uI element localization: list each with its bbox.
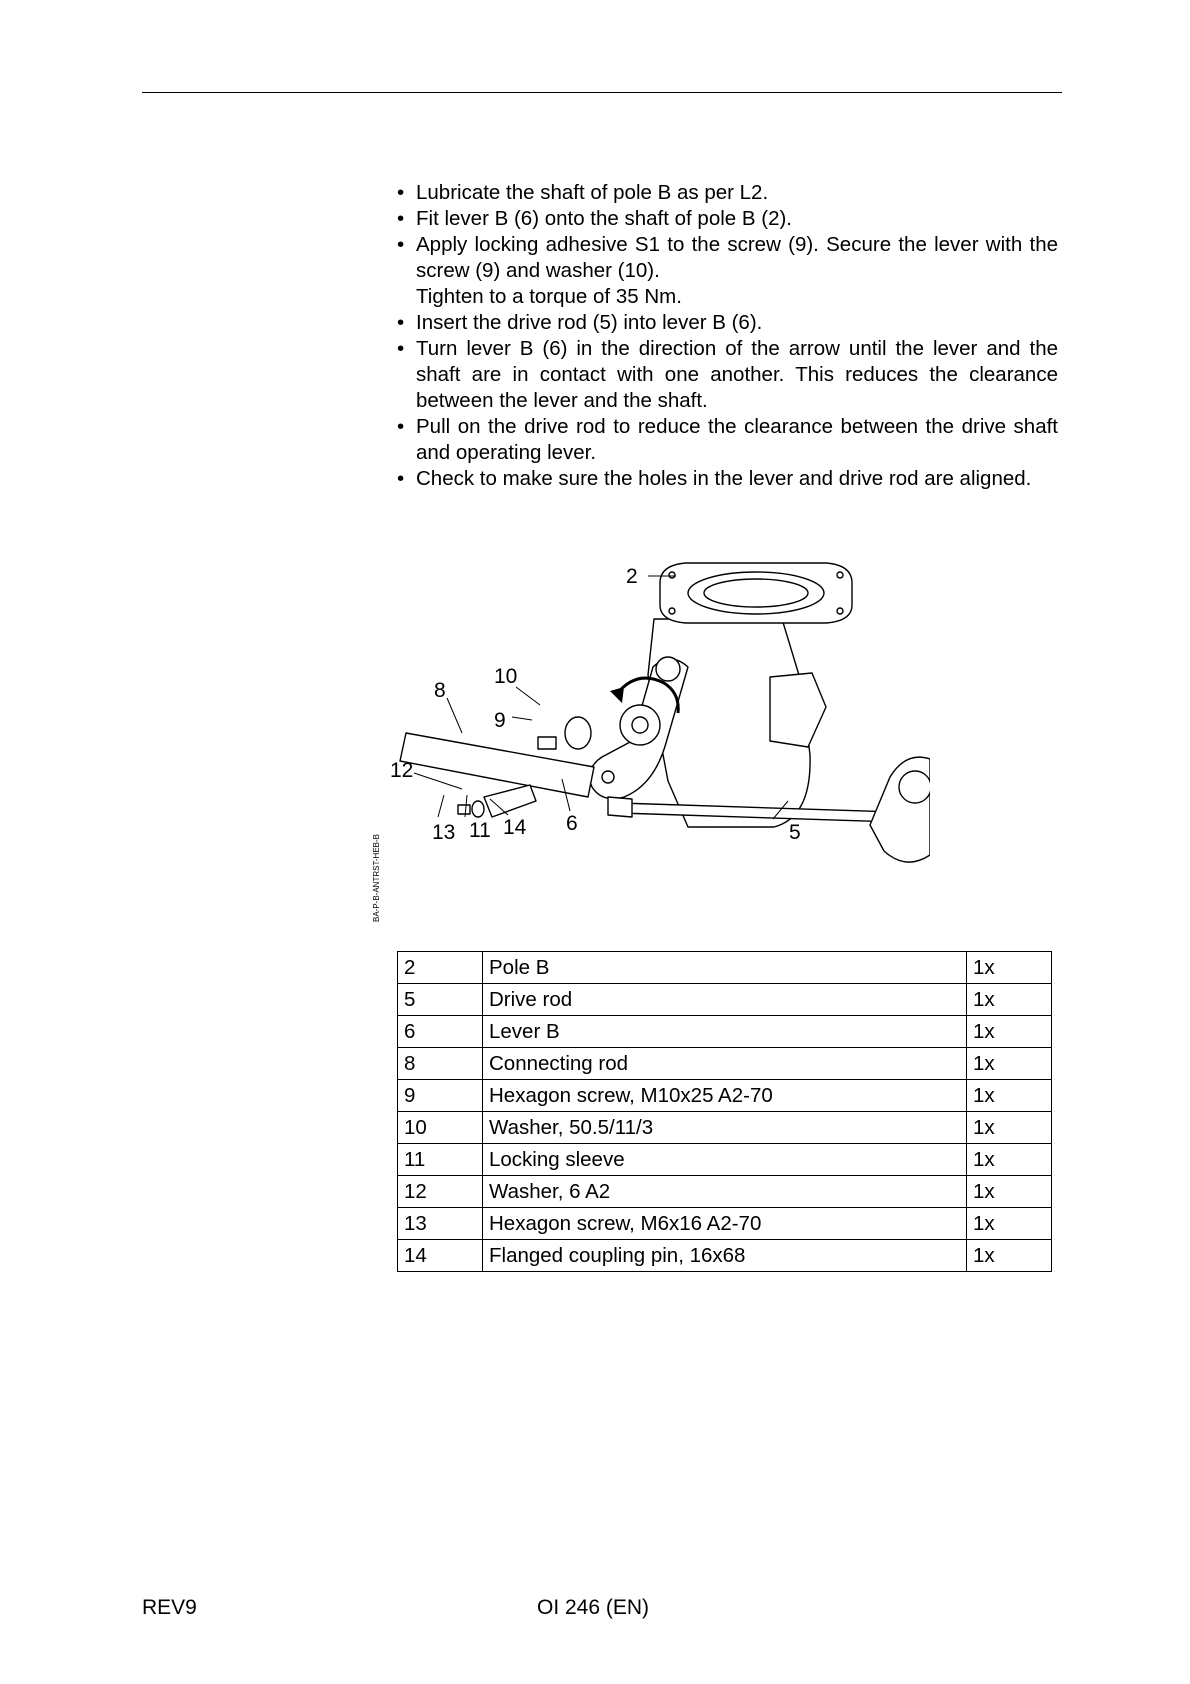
table-row: 8 Connecting rod 1x bbox=[398, 1048, 1052, 1080]
footer-revision: REV9 bbox=[142, 1596, 197, 1619]
callout-10: 10 bbox=[494, 665, 518, 688]
list-item: • Fit lever B (6) onto the shaft of pole B (2). bbox=[397, 206, 1058, 232]
callout-12: 12 bbox=[390, 759, 414, 782]
list-item: • Check to make sure the holes in the lever and drive rod are aligned. bbox=[397, 466, 1058, 492]
table-row: 6 Lever B 1x bbox=[398, 1016, 1052, 1048]
washer-12 bbox=[472, 801, 484, 817]
instruction-list bbox=[397, 180, 1058, 492]
parts-table bbox=[397, 951, 1052, 1272]
table-row: 9 Hexagon screw, M10x25 A2-70 1x bbox=[398, 1080, 1052, 1112]
header-rule bbox=[142, 92, 1062, 93]
torque-note: Tighten to a torque of 35 Nm. bbox=[416, 285, 682, 308]
callout-13: 13 bbox=[432, 821, 456, 844]
table-row: 2 Pole B 1x bbox=[398, 952, 1052, 984]
callout-6: 6 bbox=[566, 812, 578, 835]
washer-10 bbox=[565, 717, 591, 749]
callout-11: 11 bbox=[469, 819, 491, 842]
list-item: • Apply locking adhesive S1 to the screw (9). Secure the lever with the screw (9) and washer (10). Tighten to a torque of 35 Nm. bbox=[397, 232, 1058, 310]
table-row: 5 Drive rod 1x bbox=[398, 984, 1052, 1016]
table-row: 10 Washer, 50.5/11/3 1x bbox=[398, 1112, 1052, 1144]
callout-9: 9 bbox=[494, 709, 506, 732]
table-row: 13 Hexagon screw, M6x16 A2-70 1x bbox=[398, 1208, 1052, 1240]
connecting-rod bbox=[400, 733, 594, 797]
table-row: 14 Flanged coupling pin, 16x68 1x bbox=[398, 1240, 1052, 1272]
footer-document-id: OI 246 (EN) bbox=[537, 1596, 650, 1619]
list-item: • Pull on the drive rod to reduce the clearance between the drive shaft and operating lever. bbox=[397, 414, 1058, 466]
table-row: 11 Locking sleeve 1x bbox=[398, 1144, 1052, 1176]
callout-8: 8 bbox=[434, 679, 446, 702]
list-item: • Lubricate the shaft of pole B as per L2. bbox=[397, 180, 1058, 206]
screw-9 bbox=[538, 737, 556, 749]
figure-side-label: BA-P-B-ANTRST-HEB-B bbox=[372, 833, 381, 922]
table-row: 12 Washer, 6 A2 1x bbox=[398, 1176, 1052, 1208]
callout-2: 2 bbox=[626, 565, 638, 588]
screw-13 bbox=[458, 805, 470, 814]
assembly-illustration bbox=[370, 555, 930, 930]
list-item: • Turn lever B (6) in the direction of the arrow until the lever and the shaft are in contact with one another. This reduces the clearance between the lever and the shaft. bbox=[397, 336, 1058, 414]
callout-14: 14 bbox=[503, 816, 527, 839]
list-item: • Insert the drive rod (5) into lever B (6). bbox=[397, 310, 1058, 336]
callout-5: 5 bbox=[789, 821, 801, 844]
